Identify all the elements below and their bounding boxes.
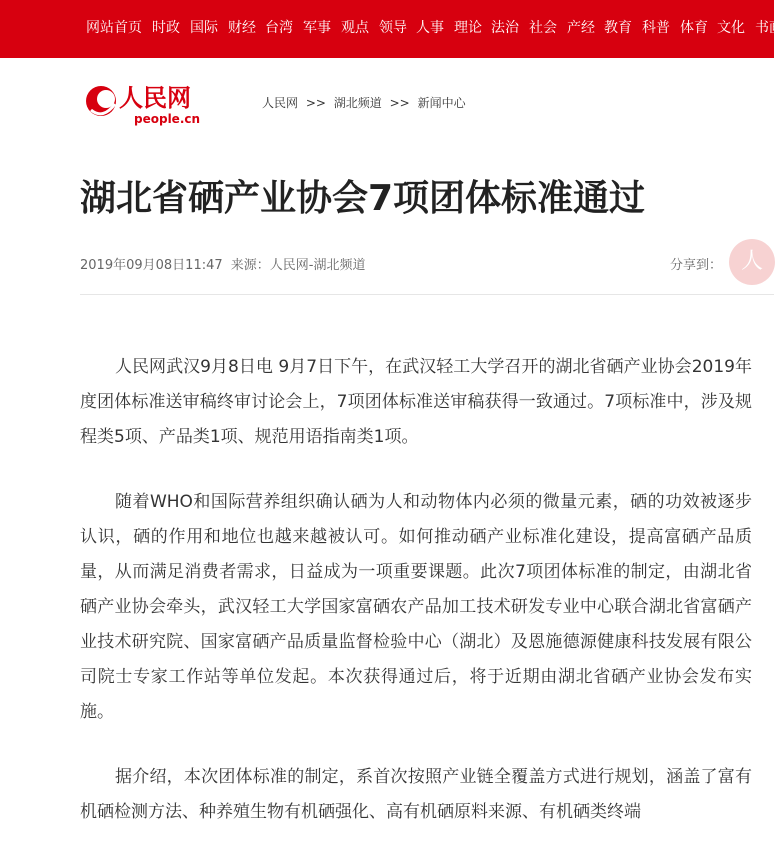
article-source[interactable]: 来源：人民网-湖北频道 (230, 258, 366, 273)
article-paragraph-3: 据介绍，本次团体标准的制定，系首次按照产业链全覆盖方式进行规划，涵盖了富有机硒检测方法、种养殖生物有机硒强化、高有机硒原料来源、有机硒类终端 (80, 767, 752, 822)
nav-item-culture[interactable]: 文化 (717, 20, 745, 36)
article-meta (80, 254, 365, 273)
nav-item-law[interactable]: 法治 (491, 20, 519, 36)
nav-item-leaders[interactable]: 领导 (379, 20, 407, 36)
article-body (80, 350, 752, 860)
nav-item-finance[interactable]: 财经 (228, 20, 256, 36)
breadcrumb-people-link[interactable]: 人民网 (262, 96, 299, 110)
nav-item-industry[interactable]: 产经 (567, 20, 595, 36)
breadcrumb-hubei-link[interactable]: 湖北频道 (333, 96, 382, 110)
nav-item-taiwan[interactable]: 台湾 (265, 20, 293, 36)
nav-item-theory[interactable]: 理论 (454, 20, 482, 36)
nav-item-sports[interactable]: 体育 (680, 20, 708, 36)
share-people-icon[interactable]: 人 (729, 239, 775, 285)
breadcrumb-separator: >> (305, 96, 326, 110)
article-date: 2019年09月08日11:47 (80, 258, 223, 273)
nav-item-science[interactable]: 科普 (642, 20, 670, 36)
logo-brand-cn: 人民网 (119, 83, 191, 112)
nav-item-military[interactable]: 军事 (303, 20, 331, 36)
nav-item-home[interactable]: 网站首页 (86, 20, 142, 36)
nav-item-personnel[interactable]: 人事 (416, 20, 444, 36)
nav-item-opinion[interactable]: 观点 (341, 20, 369, 36)
header-divider (80, 294, 774, 295)
share-label: 分享到： (670, 258, 723, 273)
nav-item-society[interactable]: 社会 (529, 20, 557, 36)
article-paragraph-2: 随着WHO和国际营养组织确认硒为人和动物体内必须的微量元素，硒的功效被逐步认识，硒的作用和地位也越来越被认可。如何推动硒产业标准化建设，提高富硒产品质量，从而满足消费者需求，日益成为一项重要课题。此次7项团体标准的制定，由湖北省硒产业协会牵头，武汉轻工大学国家富硒农产品加工技术研发专业中心联合湖北省富硒产业技术研究院、国家富硒产品质量监督检验中心（湖北）及恩施德源健康科技发展有限公司院士专家工作站等单位发起。本次获得通过后，将于近期由湖北省硒产业协会发布实施。 (80, 492, 752, 722)
nav-item-calligraphy[interactable]: 书画 (755, 20, 783, 36)
top-nav-bar (0, 0, 783, 58)
breadcrumb-news-center-link[interactable]: 新闻中心 (417, 96, 466, 110)
nav-item-international[interactable]: 国际 (190, 20, 218, 36)
nav-item-education[interactable]: 教育 (604, 20, 632, 36)
breadcrumb-separator: >> (389, 96, 410, 110)
breadcrumb (262, 94, 470, 111)
logo-brand-en: people.cn (134, 112, 201, 126)
article-title: 湖北省硒产业协会7项团体标准通过 (80, 178, 646, 219)
article-paragraph-1: 人民网武汉9月8日电 9月7日下午，在武汉轻工大学召开的湖北省硒产业协会2019年度团体标准送审稿终审讨论会上，7项团体标准送审稿获得一致通过。7项标准中，涉及规程类5项、产品类1项、规范用语指南类1项。 (80, 357, 752, 447)
nav-item-politics[interactable]: 时政 (152, 20, 180, 36)
